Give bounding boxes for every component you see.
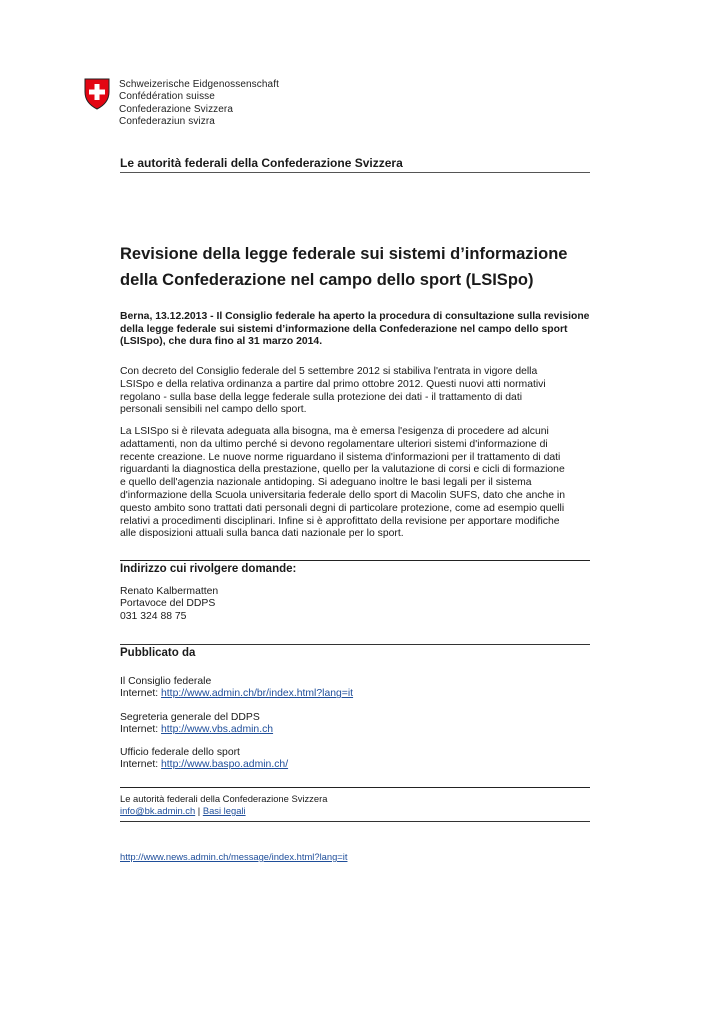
swiss-shield-icon: [84, 78, 110, 110]
contact-role: Portavoce del DDPS: [120, 598, 216, 610]
federal-logo: [84, 78, 279, 128]
paragraph-line: d'informazione della Scuola universitaria federale dello sport di Macolin SUFS, dato che anche in: [120, 489, 565, 501]
publisher-entry: [120, 712, 273, 737]
publisher-link[interactable]: http://www.vbs.admin.ch: [161, 724, 274, 736]
contact-name: Renato Kalbermatten: [120, 586, 219, 597]
publisher-link[interactable]: http://www.baspo.admin.ch/: [161, 759, 289, 771]
publisher-link[interactable]: http://www.admin.ch/br/index.html?lang=it: [161, 688, 354, 700]
source-url-link[interactable]: http://www.news.admin.ch/message/index.html?lang=it: [120, 851, 348, 862]
paragraph-line: regolano - sulla base della legge federale sulla protezione dei dati - il trattamento di dati: [120, 391, 523, 403]
published-heading: Pubblicato da: [120, 647, 196, 659]
authority-heading: Le autorità federali della Confederazione Svizzera: [120, 156, 590, 173]
logo-line-it: Confederazione Svizzera: [119, 103, 234, 115]
published-divider: [120, 644, 590, 645]
page-title: [120, 241, 620, 293]
paragraph-line: questo ambito sono trattati dati personali degni di particolare protezione, come ad esempio quelli: [120, 502, 565, 514]
publisher-entry: [120, 676, 353, 701]
publisher-org: Il Consiglio federale: [120, 676, 212, 687]
paragraph-line: LSISpo e della relativa ordinanza a partire dal primo ottobre 2012. Questi nuovi atti normativi: [120, 378, 546, 390]
paragraph-line: alle disposizioni attuali sulla banca dati nazionale per lo sport.: [120, 528, 404, 540]
publisher-entry: [120, 747, 288, 772]
internet-label: Internet:: [120, 724, 159, 736]
title-line-2: della Confederazione nel campo dello sport (LSISpo): [120, 271, 534, 289]
logo-line-rm: Confederaziun svizra: [119, 115, 215, 127]
logo-wordmark: [119, 79, 279, 128]
title-line-1: Revisione della legge federale sui sistemi d’informazione: [120, 245, 568, 263]
footer: [120, 793, 327, 817]
internet-label: Internet:: [120, 688, 159, 700]
paragraph-line: relativi a procedimenti disciplinari. Infine si è approfittato della revisione per apportare modifiche: [120, 515, 560, 527]
footer-bottom-divider: [120, 821, 590, 822]
paragraph-line: riguardanti la diagnostica della prestazione, quello per la valutazione di corsi e cicli di formazione: [120, 464, 565, 476]
body-paragraph-1: [120, 366, 600, 417]
publisher-org: Segreteria generale del DDPS: [120, 712, 260, 723]
paragraph-line: recente creazione. Le nuove norme riguardano il sistema d'informazioni per il trattamento di dati: [120, 451, 561, 463]
legal-link[interactable]: Basi legali: [202, 805, 246, 816]
contact-divider: [120, 560, 590, 561]
paragraph-line: adattamenti, non da ultimo perché si devono regolamentare ulteriori sistemi d'informazione di: [120, 438, 548, 450]
contact-heading: Indirizzo cui rivolgere domande:: [120, 563, 297, 575]
contact-phone: 031 324 88 75: [120, 610, 187, 622]
internet-label: Internet:: [120, 759, 159, 771]
footer-separator: |: [197, 805, 201, 816]
lead-paragraph: Berna, 13.12.2013 - Il Consiglio federale ha aperto la procedura di consultazione sulla revisione della legge federale sui sistemi d’informazione della Confederazione nel campo dello sport (LSISpo), che dura fino al 31 marzo 2014.: [120, 311, 590, 348]
logo-line-de: Schweizerische Eidgenossenschaft: [119, 79, 279, 90]
paragraph-line: Con decreto del Consiglio federale del 5 settembre 2012 si stabiliva l'entrata in vigore della: [120, 366, 538, 377]
contact-block: [120, 586, 218, 623]
paragraph-line: e quello dell'agenzia nazionale antidoping. Si adeguano inoltre le basi legali per il sistema: [120, 477, 532, 489]
paragraph-line: personali sensibili nel campo dello sport.: [120, 404, 307, 416]
paragraph-line: La LSISpo si è rilevata adeguata alla bisogna, ma è emersa l'esigenza di procedere ad alcuni: [120, 426, 549, 437]
footer-authority: Le autorità federali della Confederazione Svizzera: [120, 793, 328, 804]
logo-line-fr: Confédération suisse: [119, 91, 215, 103]
email-link[interactable]: info@bk.admin.ch: [120, 805, 196, 816]
footer-divider: [120, 787, 590, 788]
body-paragraph-2: [120, 426, 600, 541]
publisher-org: Ufficio federale dello sport: [120, 747, 240, 758]
